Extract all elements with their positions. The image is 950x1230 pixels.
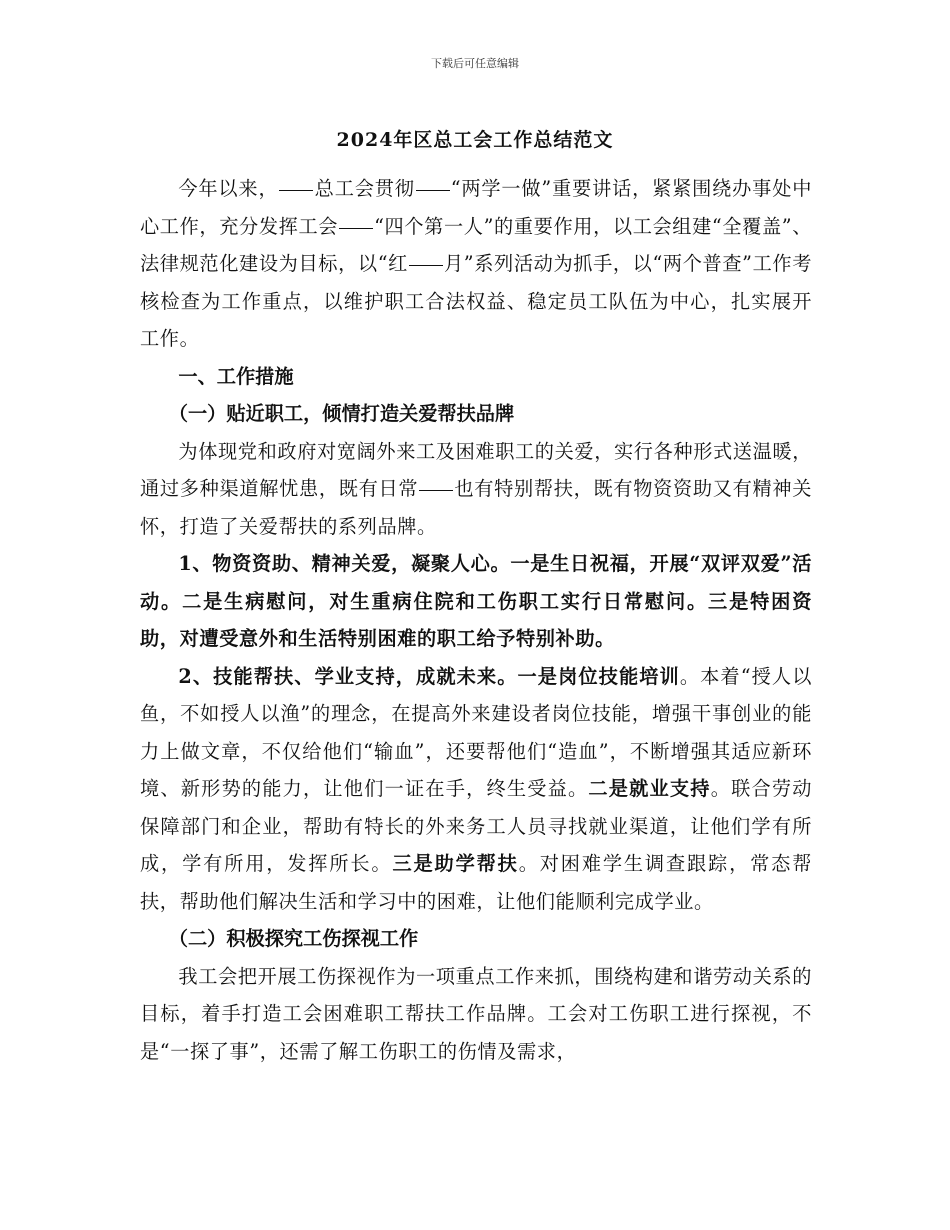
- intro-paragraph: [140, 170, 812, 358]
- item2-bold-2: 二是就业支持: [588, 777, 711, 800]
- blank-line: [279, 189, 313, 191]
- subsection-2-paragraph: 我工会把开展工伤探视作为一项重点工作来抓，围绕构建和谐劳动关系的目标，着手打造工会困难职工帮扶工作品牌。工会对工伤职工进行探视，不是“一探了事”，还需了解工伤职工的伤情及需求，: [140, 964, 812, 1063]
- intro-text-3: “两学一做”重要讲话，紧紧围绕办事处中心工作，充分发挥工会: [140, 177, 812, 238]
- item-2-paragraph: [140, 658, 812, 921]
- blank-line: [339, 227, 373, 229]
- intro-text-1: 今年以来，: [178, 177, 279, 200]
- intro-text-5: 月”系列活动为抓手，以“两个普查”工作考核检查为工作重点，以维护职工合法权益、稳定员工队伍为中心，扎实展开工作。: [140, 252, 812, 350]
- item2-text-3: 。对困难学生调查跟踪，常态帮扶，帮助他们解决生活和学习中的困难，让他们能顺利完成学业。: [140, 852, 812, 913]
- item2-text-1: 。本着“授人以鱼，不如授人以渔”的理念，在提高外来建设者岗位技能，增强干事创业的能力上做文章，不仅给他们“输血”，还要帮他们“造血”，不断增强其适应新环境、新形势的能力，让他们一证在手，终生受益。: [140, 664, 812, 800]
- section-heading-1: 一、工作措施: [178, 364, 294, 388]
- subsection-heading-2: （二）积极探究工伤探视工作: [168, 927, 419, 950]
- item2-bold-1: 2、技能帮扶、学业支持，成就未来。一是岗位技能培训: [178, 664, 680, 688]
- intro-text-4: “四个第一人”的重要作用，以工会组建“全覆盖”、法律规范化建设为目标，以“红: [140, 214, 813, 275]
- blank-line: [419, 489, 453, 491]
- sub1-text-1: 为体现党和政府对宽阔外来工及困难职工的关爱，实行各种形式送温暖，通过多种渠道解忧患，既有日常: [140, 439, 812, 500]
- intro-text-2: 总工会贯彻: [314, 177, 415, 200]
- item-1-paragraph: 1、物资资助、精神关爱，凝聚人心。一是生日祝福，开展“双评双爱”活动。二是生病慰问，对生重病住院和工伤职工实行日常慰问。三是特困资助，对遭受意外和生活特别困难的职工给予特别补助。: [140, 552, 812, 650]
- blank-line: [409, 264, 443, 266]
- sub1-text-2: 也有特别帮扶，既有物资资助又有精神关怀，打造了关爱帮扶的系列品牌。: [140, 477, 812, 538]
- document-body: [140, 170, 812, 1070]
- subsection-heading-1: （一）贴近职工，倾情打造关爱帮扶品牌: [168, 402, 515, 425]
- blank-line: [416, 189, 450, 191]
- header-note: 下载后可任意编辑: [431, 57, 519, 70]
- item2-bold-3: 三是助学帮扶: [392, 852, 519, 875]
- item2-text-2: 。联合劳动保障部门和企业，帮助有特长的外来务工人员寻找就业渠道，让他们学有所成，学有所用，发挥所长。: [140, 777, 812, 875]
- subsection-1-paragraph: [140, 433, 812, 546]
- document-title: 2024年区总工会工作总结范文: [336, 129, 614, 151]
